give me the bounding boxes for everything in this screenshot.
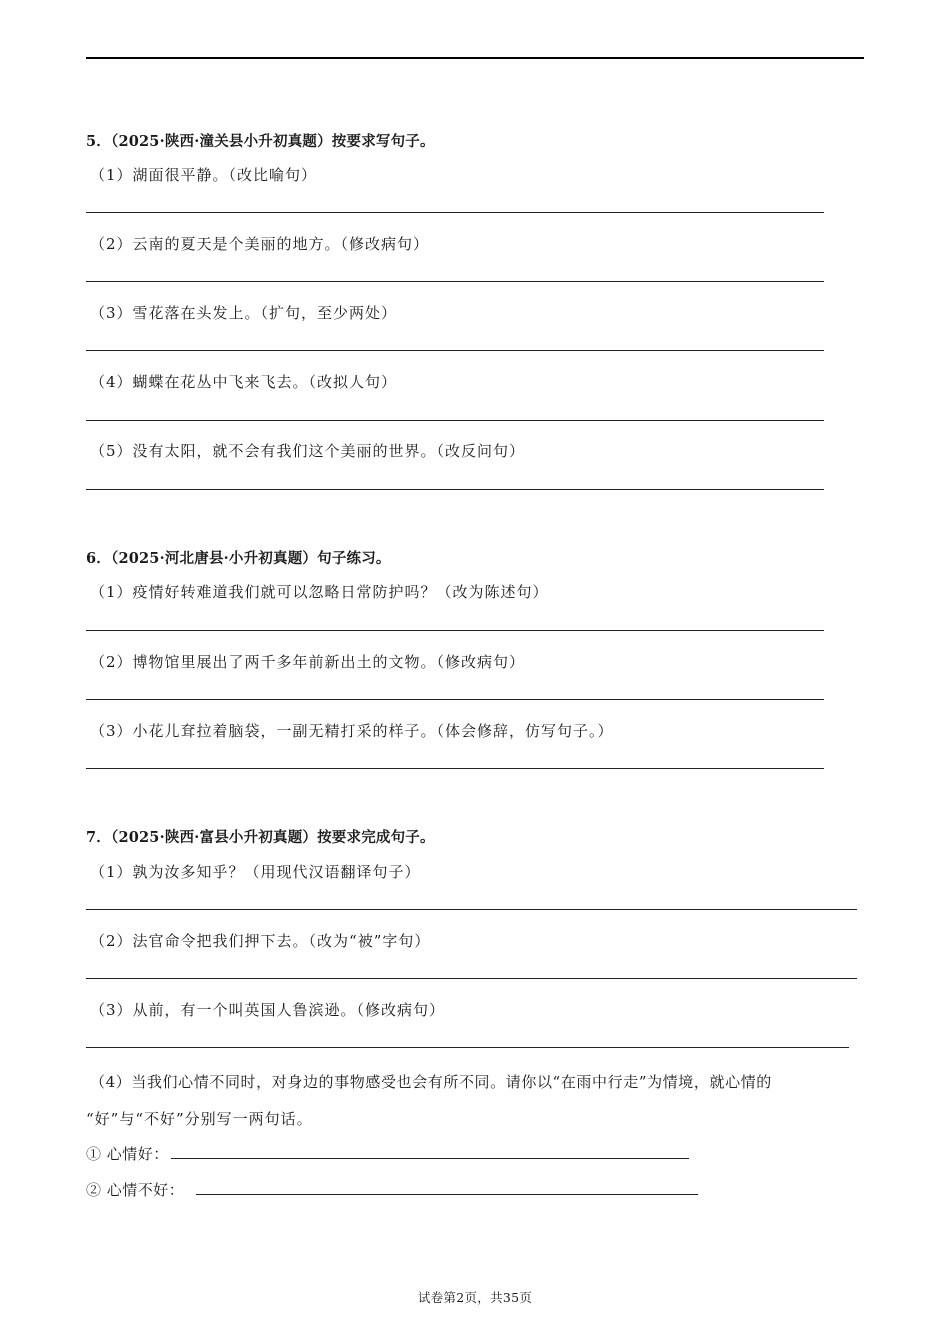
q7-item-1: （1）孰为汝多知乎？（用现代汉语翻译句子） bbox=[90, 863, 421, 881]
q5-item-1: （1）湖面很平静。（改比喻句） bbox=[90, 166, 318, 184]
q5-answer-line-5[interactable] bbox=[86, 489, 824, 490]
good-mood-answer-line[interactable] bbox=[171, 1144, 689, 1159]
q7-answer-line-2[interactable] bbox=[86, 978, 857, 979]
q7-answer-line-1[interactable] bbox=[86, 909, 857, 910]
q6-answer-line-3[interactable] bbox=[86, 768, 824, 769]
q7-item-2: （2）法官命令把我们押下去。（改为“被”字句） bbox=[90, 932, 431, 950]
q5-item-4: （4）蝴蝶在花丛中飞来飞去。（改拟人句） bbox=[90, 373, 398, 391]
bad-mood-label: ② 心情不好： bbox=[86, 1181, 185, 1199]
good-mood-label: ① 心情好： bbox=[86, 1145, 169, 1163]
q5-answer-line-2[interactable] bbox=[86, 281, 824, 282]
good-mood-row bbox=[86, 1143, 689, 1164]
q5-answer-line-1[interactable] bbox=[86, 212, 824, 213]
q7-item-4-line2: “好”与“不好”分别写一两句话。 bbox=[86, 1110, 313, 1128]
q6-item-2: （2）博物馆里展出了两千多年前新出土的文物。（修改病句） bbox=[90, 653, 526, 671]
q6-item-3: （3）小花儿耷拉着脑袋，一副无精打采的样子。（体会修辞，仿写句子。） bbox=[90, 722, 614, 740]
page-footer: 试卷第2页，共35页 bbox=[417, 1290, 533, 1305]
q7-item-3: （3）从前，有一个叫英国人鲁滨逊。（修改病句） bbox=[90, 1001, 446, 1019]
q6-answer-line-1[interactable] bbox=[86, 630, 824, 631]
q5-item-2: （2）云南的夏天是个美丽的地方。（修改病句） bbox=[90, 235, 430, 253]
q5-item-5: （5）没有太阳，就不会有我们这个美丽的世界。（改反问句） bbox=[90, 442, 526, 460]
q7-item-4-line1: （4）当我们心情不同时，对身边的事物感受也会有所不同。请你以“在雨中行走”为情境，就心情的 bbox=[90, 1073, 772, 1091]
q6-answer-line-2[interactable] bbox=[86, 699, 824, 700]
question-6-heading: 6．（2025·河北唐县·小升初真题）句子练习。 bbox=[86, 550, 391, 567]
q7-answer-line-3[interactable] bbox=[86, 1047, 849, 1048]
q5-answer-line-3[interactable] bbox=[86, 350, 824, 351]
question-7-heading: 7．（2025·陕西·富县小升初真题）按要求完成句子。 bbox=[86, 829, 435, 846]
bad-mood-row bbox=[86, 1179, 698, 1200]
q5-item-3: （3）雪花落在头发上。（扩句，至少两处） bbox=[90, 304, 398, 322]
bad-mood-answer-line[interactable] bbox=[196, 1180, 698, 1195]
q6-item-1: （1）疫情好转难道我们就可以忽略日常防护吗？（改为陈述句） bbox=[90, 583, 549, 601]
q5-answer-line-4[interactable] bbox=[86, 420, 824, 421]
header-rule bbox=[86, 57, 864, 59]
question-5-heading: 5．（2025·陕西·潼关县小升初真题）按要求写句子。 bbox=[86, 133, 435, 150]
